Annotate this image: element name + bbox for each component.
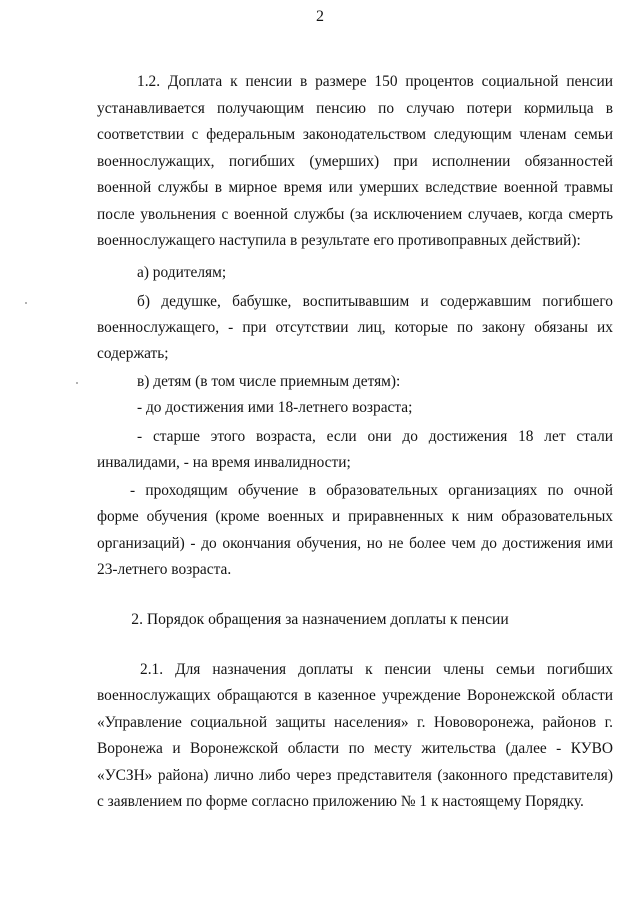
- paragraph-line: военнослужащих обращаются в казенное учреждение Воронежской области: [97, 687, 613, 704]
- paragraph-line: военной службы в мирное время или умерших вследствие военной травмы: [97, 179, 613, 196]
- paragraph-line: «Управление социальной защиты населения» г. Нововоронежа, районов г.: [97, 714, 613, 731]
- paragraph-line: «УСЗН» района) лично либо через представителя (законного представителя): [97, 767, 613, 784]
- paragraph-line: 23-летнего возраста.: [97, 561, 232, 578]
- paragraph-line: - старше этого возраста, если они до достижения 18 лет стали: [137, 428, 613, 445]
- scan-speck: [76, 382, 78, 384]
- paragraph-line: содержать;: [97, 345, 169, 362]
- paragraph-line: военнослужащего наступила в результате его противоправных действий):: [97, 232, 581, 249]
- scan-speck: [25, 302, 27, 304]
- paragraph-line: после увольнения с военной службы (за исключением случаев, когда смерть: [97, 206, 613, 223]
- list-item-v-1: - до достижения ими 18-летнего возраста;: [137, 399, 413, 416]
- paragraph-line: военнослужащих, погибших (умерших) при исполнении обязанностей: [97, 153, 613, 170]
- paragraph-line: Воронежа и Воронежской области по месту жительства (далее - КУВО: [97, 740, 613, 757]
- list-item-a: а) родителям;: [137, 264, 227, 281]
- paragraph-line: 1.2. Доплата к пенсии в размере 150 процентов социальной пенсии: [137, 73, 613, 90]
- paragraph-line: с заявлением по форме согласно приложению № 1 к настоящему Порядку.: [97, 793, 584, 810]
- paragraph-line: б) дедушке, бабушке, воспитывавшим и содержавшим погибшего: [137, 293, 613, 310]
- section-heading: 2. Порядок обращения за назначением доплаты к пенсии: [131, 611, 509, 628]
- list-item-v: в) детям (в том числе приемным детям):: [137, 373, 401, 390]
- paragraph-line: - проходящим обучение в образовательных организациях по очной: [130, 482, 613, 499]
- paragraph-line: организаций) - до окончания обучения, но не более чем до достижения ими: [97, 535, 613, 552]
- paragraph-line: устанавливается получающим пенсию по случаю потери кормильца в: [97, 100, 613, 117]
- page-number: 2: [316, 8, 324, 25]
- paragraph-line: соответствии с федеральным законодательством следующим членам семьи: [97, 126, 613, 143]
- paragraph-line: военнослужащего, - при отсутствии лиц, которые по закону обязаны их: [97, 319, 613, 336]
- paragraph-line: инвалидами, - на время инвалидности;: [97, 454, 351, 471]
- paragraph-line: форме обучения (кроме военных и приравненных к ним образовательных: [97, 508, 613, 525]
- paragraph-line: 2.1. Для назначения доплаты к пенсии члены семьи погибших: [140, 661, 613, 678]
